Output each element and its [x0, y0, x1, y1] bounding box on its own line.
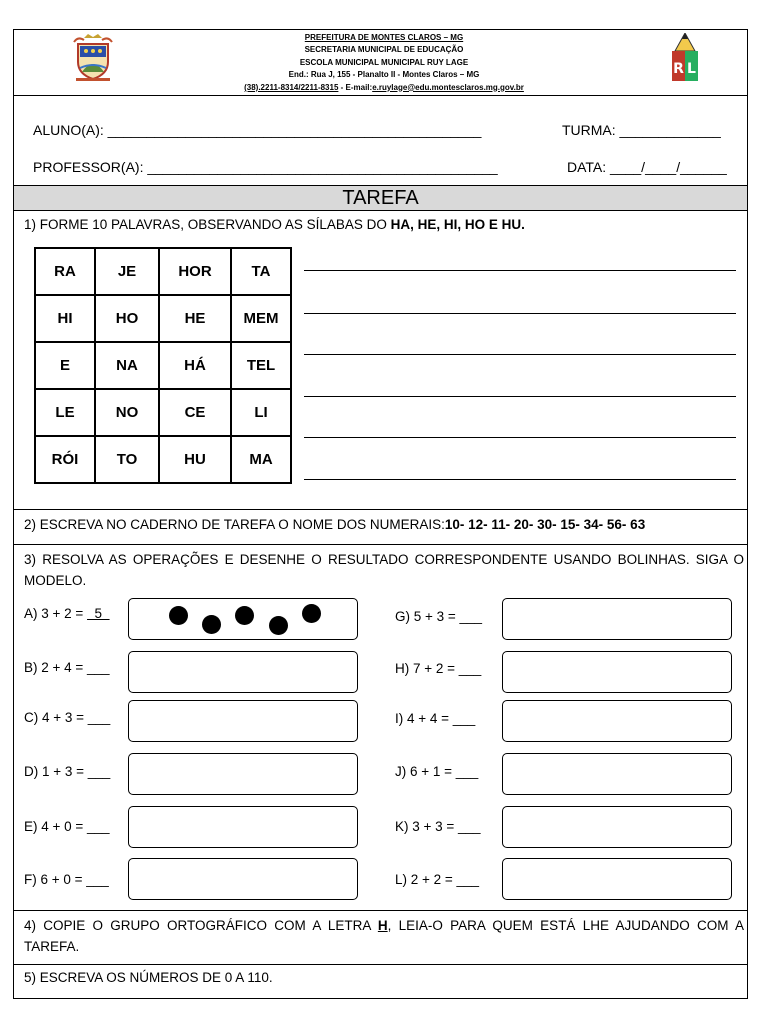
- syllable-cell: NA: [95, 342, 159, 389]
- header-line-escola: ESCOLA MUNICIPAL MUNICIPAL RUY LAGE: [299, 57, 469, 67]
- question-2-text: 2) ESCREVA NO CADERNO DE TAREFA O NOME DOS NUMERAIS:: [24, 517, 445, 532]
- operation-i: I) 4 + 4 = ___: [395, 711, 476, 726]
- question-3: 3) RESOLVA AS OPERAÇÕES E DESENHE O RESULTADO CORRESPONDENTE USANDO BOLINHAS. SIGA O MODELO.: [24, 552, 744, 588]
- header-email-label: - E-mail:: [338, 82, 373, 92]
- drawing-box-e[interactable]: [128, 806, 358, 848]
- syllable-cell: LE: [35, 389, 95, 436]
- drawing-box-b[interactable]: [128, 651, 358, 693]
- answer-line[interactable]: [304, 354, 736, 355]
- answer-line[interactable]: [304, 479, 736, 480]
- answer-line[interactable]: [304, 270, 736, 271]
- syllable-cell: LI: [231, 389, 291, 436]
- answer-line[interactable]: [304, 313, 736, 314]
- answer-line[interactable]: [304, 396, 736, 397]
- section-divider: [14, 509, 747, 510]
- syllable-cell: RA: [35, 248, 95, 295]
- drawing-box-j[interactable]: [502, 753, 732, 795]
- syllable-cell: JE: [95, 248, 159, 295]
- syllable-cell: TO: [95, 436, 159, 483]
- operation-a-label: A) 3 + 2 =: [24, 606, 88, 621]
- question-2: [24, 514, 645, 535]
- drawing-box-c[interactable]: [128, 700, 358, 742]
- question-4-letter: H: [377, 918, 388, 933]
- section-divider: [14, 910, 747, 911]
- question-4-text-end: , LEIA-O PARA QUEM ESTÁ LHE AJUDANDO COM A TAREFA.: [24, 918, 744, 954]
- drawing-box-f[interactable]: [128, 858, 358, 900]
- model-dot: [302, 604, 321, 623]
- header-line-contact: [184, 82, 584, 94]
- drawing-box-g[interactable]: [502, 598, 732, 640]
- drawing-box-l[interactable]: [502, 858, 732, 900]
- question-5: 5) ESCREVA OS NÚMEROS DE 0 A 110.: [24, 970, 273, 985]
- drawing-box-d[interactable]: [128, 753, 358, 795]
- turma-field[interactable]: TURMA: _____________: [562, 122, 721, 138]
- logo-letter-r: R: [673, 61, 684, 77]
- syllable-cell: RÓI: [35, 436, 95, 483]
- syllable-cell: HOR: [159, 248, 231, 295]
- operation-j: J) 6 + 1 = ___: [395, 764, 479, 779]
- syllable-cell: CE: [159, 389, 231, 436]
- syllable-cell: NO: [95, 389, 159, 436]
- operation-a: [24, 606, 110, 621]
- syllable-cell: E: [35, 342, 95, 389]
- school-header: [184, 32, 584, 94]
- aluno-field[interactable]: ALUNO(A): ________________________________________________: [33, 122, 482, 138]
- header-line-prefeitura: PREFEITURA DE MONTES CLAROS – MG: [304, 33, 464, 42]
- syllable-cell: TEL: [231, 342, 291, 389]
- header-divider: [14, 95, 747, 96]
- question-1-text: 1) FORME 10 PALAVRAS, OBSERVANDO AS SÍLABAS DO: [24, 217, 391, 232]
- section-divider: [14, 964, 747, 965]
- header-phone: (38).2211-8314/2211-8315: [244, 82, 339, 92]
- rl-pencil-logo-icon: [669, 33, 701, 83]
- syllable-cell: MA: [231, 436, 291, 483]
- model-dot: [235, 606, 254, 625]
- operation-e: E) 4 + 0 = ___: [24, 819, 110, 834]
- syllable-cell: HO: [95, 295, 159, 342]
- city-crest-icon: [70, 34, 116, 82]
- section-divider: [14, 544, 747, 545]
- answer-line[interactable]: [304, 437, 736, 438]
- header-email[interactable]: e.ruylage@edu.montesclaros.mg.gov.br: [372, 82, 524, 92]
- operation-h: H) 7 + 2 = ___: [395, 661, 482, 676]
- syllable-grid: [34, 247, 292, 484]
- professor-field[interactable]: PROFESSOR(A): _____________________________________________: [33, 159, 498, 175]
- data-field[interactable]: DATA: ____/____/______: [567, 159, 727, 175]
- logo-letter-l: L: [687, 61, 696, 77]
- model-dot: [269, 616, 288, 635]
- model-dot: [202, 615, 221, 634]
- question-4-text: 4) COPIE O GRUPO ORTOGRÁFICO COM A LETRA: [24, 918, 378, 933]
- syllable-cell: MEM: [231, 295, 291, 342]
- syllable-cell: HE: [159, 295, 231, 342]
- question-1-syllables: HA, HE, HI, HO E HU.: [390, 217, 525, 232]
- operation-a-answer: 5: [87, 606, 110, 621]
- worksheet-page: [13, 29, 748, 999]
- header-line-address: End.: Rua J, 155 - Planalto II - Montes Claros – MG: [288, 70, 480, 80]
- drawing-box-a[interactable]: [128, 598, 358, 640]
- operation-d: D) 1 + 3 = ___: [24, 764, 111, 779]
- page-title: TAREFA: [14, 185, 747, 211]
- drawing-box-i[interactable]: [502, 700, 732, 742]
- syllable-cell: HU: [159, 436, 231, 483]
- syllable-cell: HÁ: [159, 342, 231, 389]
- syllable-cell: TA: [231, 248, 291, 295]
- model-dot: [169, 606, 188, 625]
- header-line-secretaria: SECRETARIA MUNICIPAL DE EDUCAÇÃO: [304, 45, 464, 55]
- question-1: [24, 214, 739, 235]
- syllable-cell: HI: [35, 295, 95, 342]
- operation-g: G) 5 + 3 = ___: [395, 609, 483, 624]
- question-2-numbers: 10- 12- 11- 20- 30- 15- 34- 56- 63: [444, 517, 646, 532]
- operation-f: F) 6 + 0 = ___: [24, 872, 109, 887]
- operation-k: K) 3 + 3 = ___: [395, 819, 481, 834]
- drawing-box-h[interactable]: [502, 651, 732, 693]
- drawing-box-k[interactable]: [502, 806, 732, 848]
- operation-c: C) 4 + 3 = ___: [24, 710, 111, 725]
- question-4: [24, 915, 744, 957]
- operation-b: B) 2 + 4 = ___: [24, 660, 110, 675]
- operation-l: L) 2 + 2 = ___: [395, 872, 480, 887]
